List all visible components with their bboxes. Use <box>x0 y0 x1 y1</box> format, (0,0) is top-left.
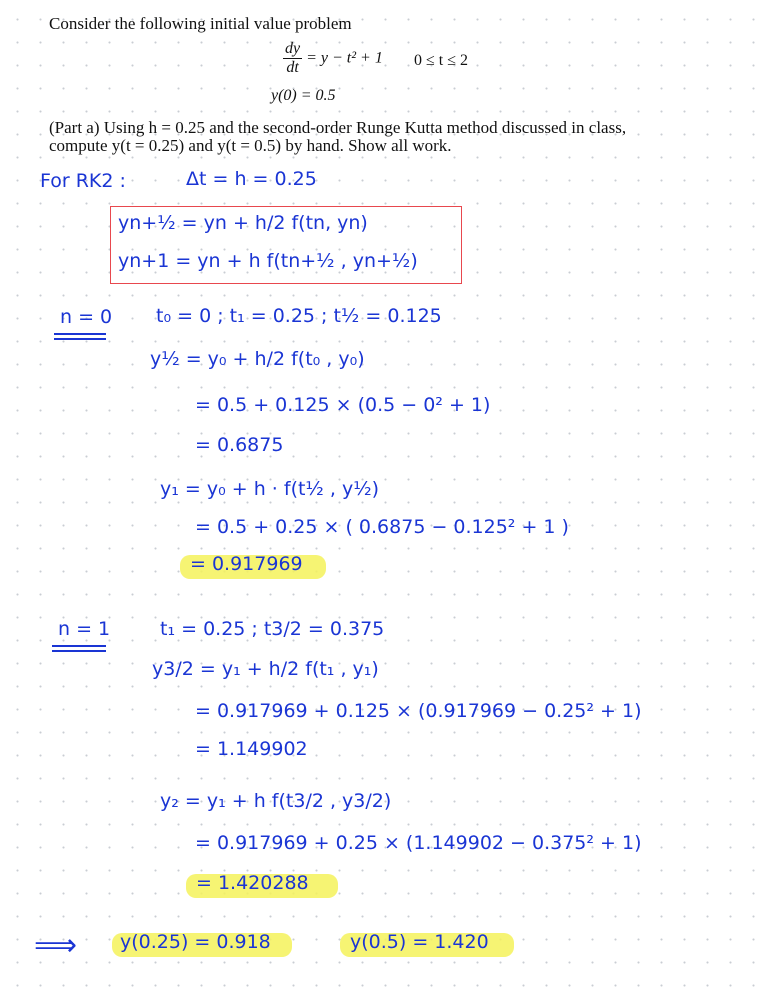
ode-rhs: = y − t² + 1 <box>306 49 383 67</box>
n1-line4: y₂ = y₁ + h f(t3/2 , y3/2) <box>160 790 392 812</box>
n1-times: t₁ = 0.25 ; t3/2 = 0.375 <box>160 618 385 640</box>
time-domain: 0 ≤ t ≤ 2 <box>414 52 469 69</box>
rk2-heading: For RK2 : <box>40 170 126 192</box>
rk2-formula-update: yn+1 = yn + h f(tn+½ , yn+½) <box>118 250 418 272</box>
n0-line3: = 0.6875 <box>195 434 284 456</box>
n0-line5: = 0.5 + 0.25 × ( 0.6875 − 0.125² + 1 ) <box>195 516 569 538</box>
n1-line3: = 1.149902 <box>195 738 308 760</box>
n1-result: = 1.420288 <box>196 872 309 894</box>
n1-line2: = 0.917969 + 0.125 × (0.917969 − 0.25² + 1) <box>195 700 642 722</box>
n1-line1: y3/2 = y₁ + h/2 f(t₁ , y₁) <box>152 658 379 680</box>
step-label-n1: n = 1 <box>58 618 111 640</box>
derivative-numerator: dy <box>285 40 301 57</box>
step-label-n0: n = 0 <box>60 306 113 328</box>
step-label-n1-underline <box>52 645 106 652</box>
n1-line5: = 0.917969 + 0.25 × (1.149902 − 0.375² + 1) <box>195 832 642 854</box>
step-size: Δt = h = 0.25 <box>186 168 317 190</box>
n0-line2: = 0.5 + 0.125 × (0.5 − 0² + 1) <box>195 394 491 416</box>
derivative-denominator: dt <box>286 59 299 76</box>
n0-line4: y₁ = y₀ + h · f(t½ , y½) <box>160 478 380 500</box>
n0-line1: y½ = y₀ + h/2 f(t₀ , y₀) <box>150 348 365 370</box>
part-a-text-line1: (Part a) Using h = 0.25 and the second-order Runge Kutta method discussed in class, <box>49 118 627 137</box>
implies-arrow-icon: ⟹ <box>34 928 78 963</box>
rk2-formula-midpoint: yn+½ = yn + h/2 f(tn, yn) <box>118 212 368 234</box>
final-answer-y05: y(0.5) = 1.420 <box>350 931 489 953</box>
derivative-fraction <box>283 40 302 77</box>
n0-result: = 0.917969 <box>190 553 303 575</box>
ode-equation <box>283 40 383 77</box>
initial-condition: y(0) = 0.5 <box>271 87 336 104</box>
n0-times: t₀ = 0 ; t₁ = 0.25 ; t½ = 0.125 <box>156 305 442 327</box>
part-a-text-line2: compute y(t = 0.25) and y(t = 0.5) by hand. Show all work. <box>49 136 452 155</box>
problem-intro: Consider the following initial value problem <box>49 14 352 33</box>
final-answer-y025: y(0.25) = 0.918 <box>120 931 271 953</box>
step-label-n0-underline <box>54 333 106 340</box>
